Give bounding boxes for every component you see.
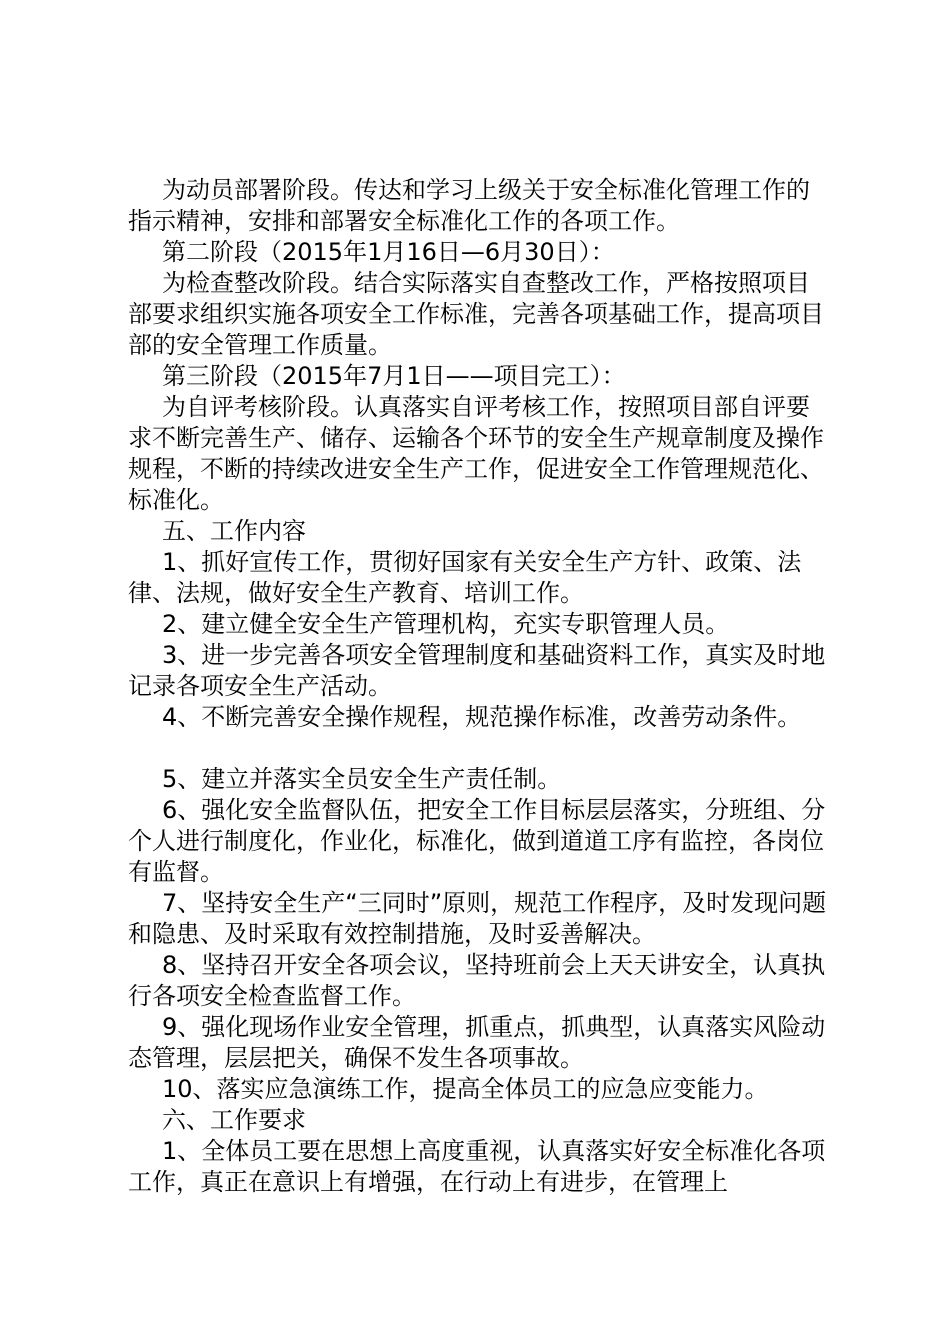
paragraph-stage-three-desc: 为自评考核阶段。认真落实自评考核工作，按照项目部自评要求不断完善生产、储存、运输各个环节的安全生产规章制度及操作规程，不断的持续改进安全生产工作，促进安全工作管理规范化、标准化。 xyxy=(128,393,824,514)
list-item: 1、全体员工要在思想上高度重视，认真落实好安全标准化各项工作，真正在意识上有增强，在行动上有进步，在管理上 xyxy=(128,1137,826,1196)
section-heading-work-content: 五、工作内容 xyxy=(162,517,306,545)
list-item: 5、建立并落实全员安全生产责任制。 xyxy=(162,765,562,793)
list-item: 7、坚持安全生产“三同时”原则，规范工作程序，及时发现问题和隐患、及时采取有效控制措施，及时妥善解决。 xyxy=(128,889,827,948)
document-body xyxy=(128,175,828,1198)
list-item: 3、进一步完善各项安全管理制度和基础资料工作，真实及时地记录各项安全生产活动。 xyxy=(128,641,826,700)
list-item: 2、建立健全安全生产管理机构，充实专职管理人员。 xyxy=(162,610,730,638)
list-item: 6、强化安全监督队伍，把安全工作目标层层落实，分班组、分个人进行制度化，作业化，标准化，做到道道工序有监控，各岗位有监督。 xyxy=(128,796,826,886)
paragraph-stage-one-desc: 为动员部署阶段。传达和学习上级关于安全标准化管理工作的指示精神，安排和部署安全标准化工作的各项工作。 xyxy=(128,176,810,235)
paragraph-stage-two-desc: 为检查整改阶段。结合实际落实自查整改工作，严格按照项目部要求组织实施各项安全工作标准，完善各项基础工作，提高项目部的安全管理工作质量。 xyxy=(128,269,824,359)
paragraph-stage-two-title: 第二阶段（2015年1月16日—6月30日）： xyxy=(162,238,615,266)
blank-line xyxy=(128,733,828,764)
list-item: 1、抓好宣传工作，贯彻好国家有关安全生产方针、政策、法律、法规，做好安全生产教育、培训工作。 xyxy=(128,548,802,607)
list-item: 9、强化现场作业安全管理，抓重点，抓典型，认真落实风险动态管理，层层把关，确保不发生各项事故。 xyxy=(128,1013,826,1072)
list-item: 10、落实应急演练工作，提高全体员工的应急应变能力。 xyxy=(162,1075,769,1103)
paragraph-stage-three-title: 第三阶段（2015年7月1日——项目完工）： xyxy=(162,362,626,390)
list-item: 4、不断完善安全操作规程，规范操作标准，改善劳动条件。 xyxy=(162,703,802,731)
section-heading-work-requirements: 六、工作要求 xyxy=(162,1106,306,1134)
list-item: 8、坚持召开安全各项会议，坚持班前会上天天讲安全，认真执行各项安全检查监督工作。 xyxy=(128,951,826,1010)
